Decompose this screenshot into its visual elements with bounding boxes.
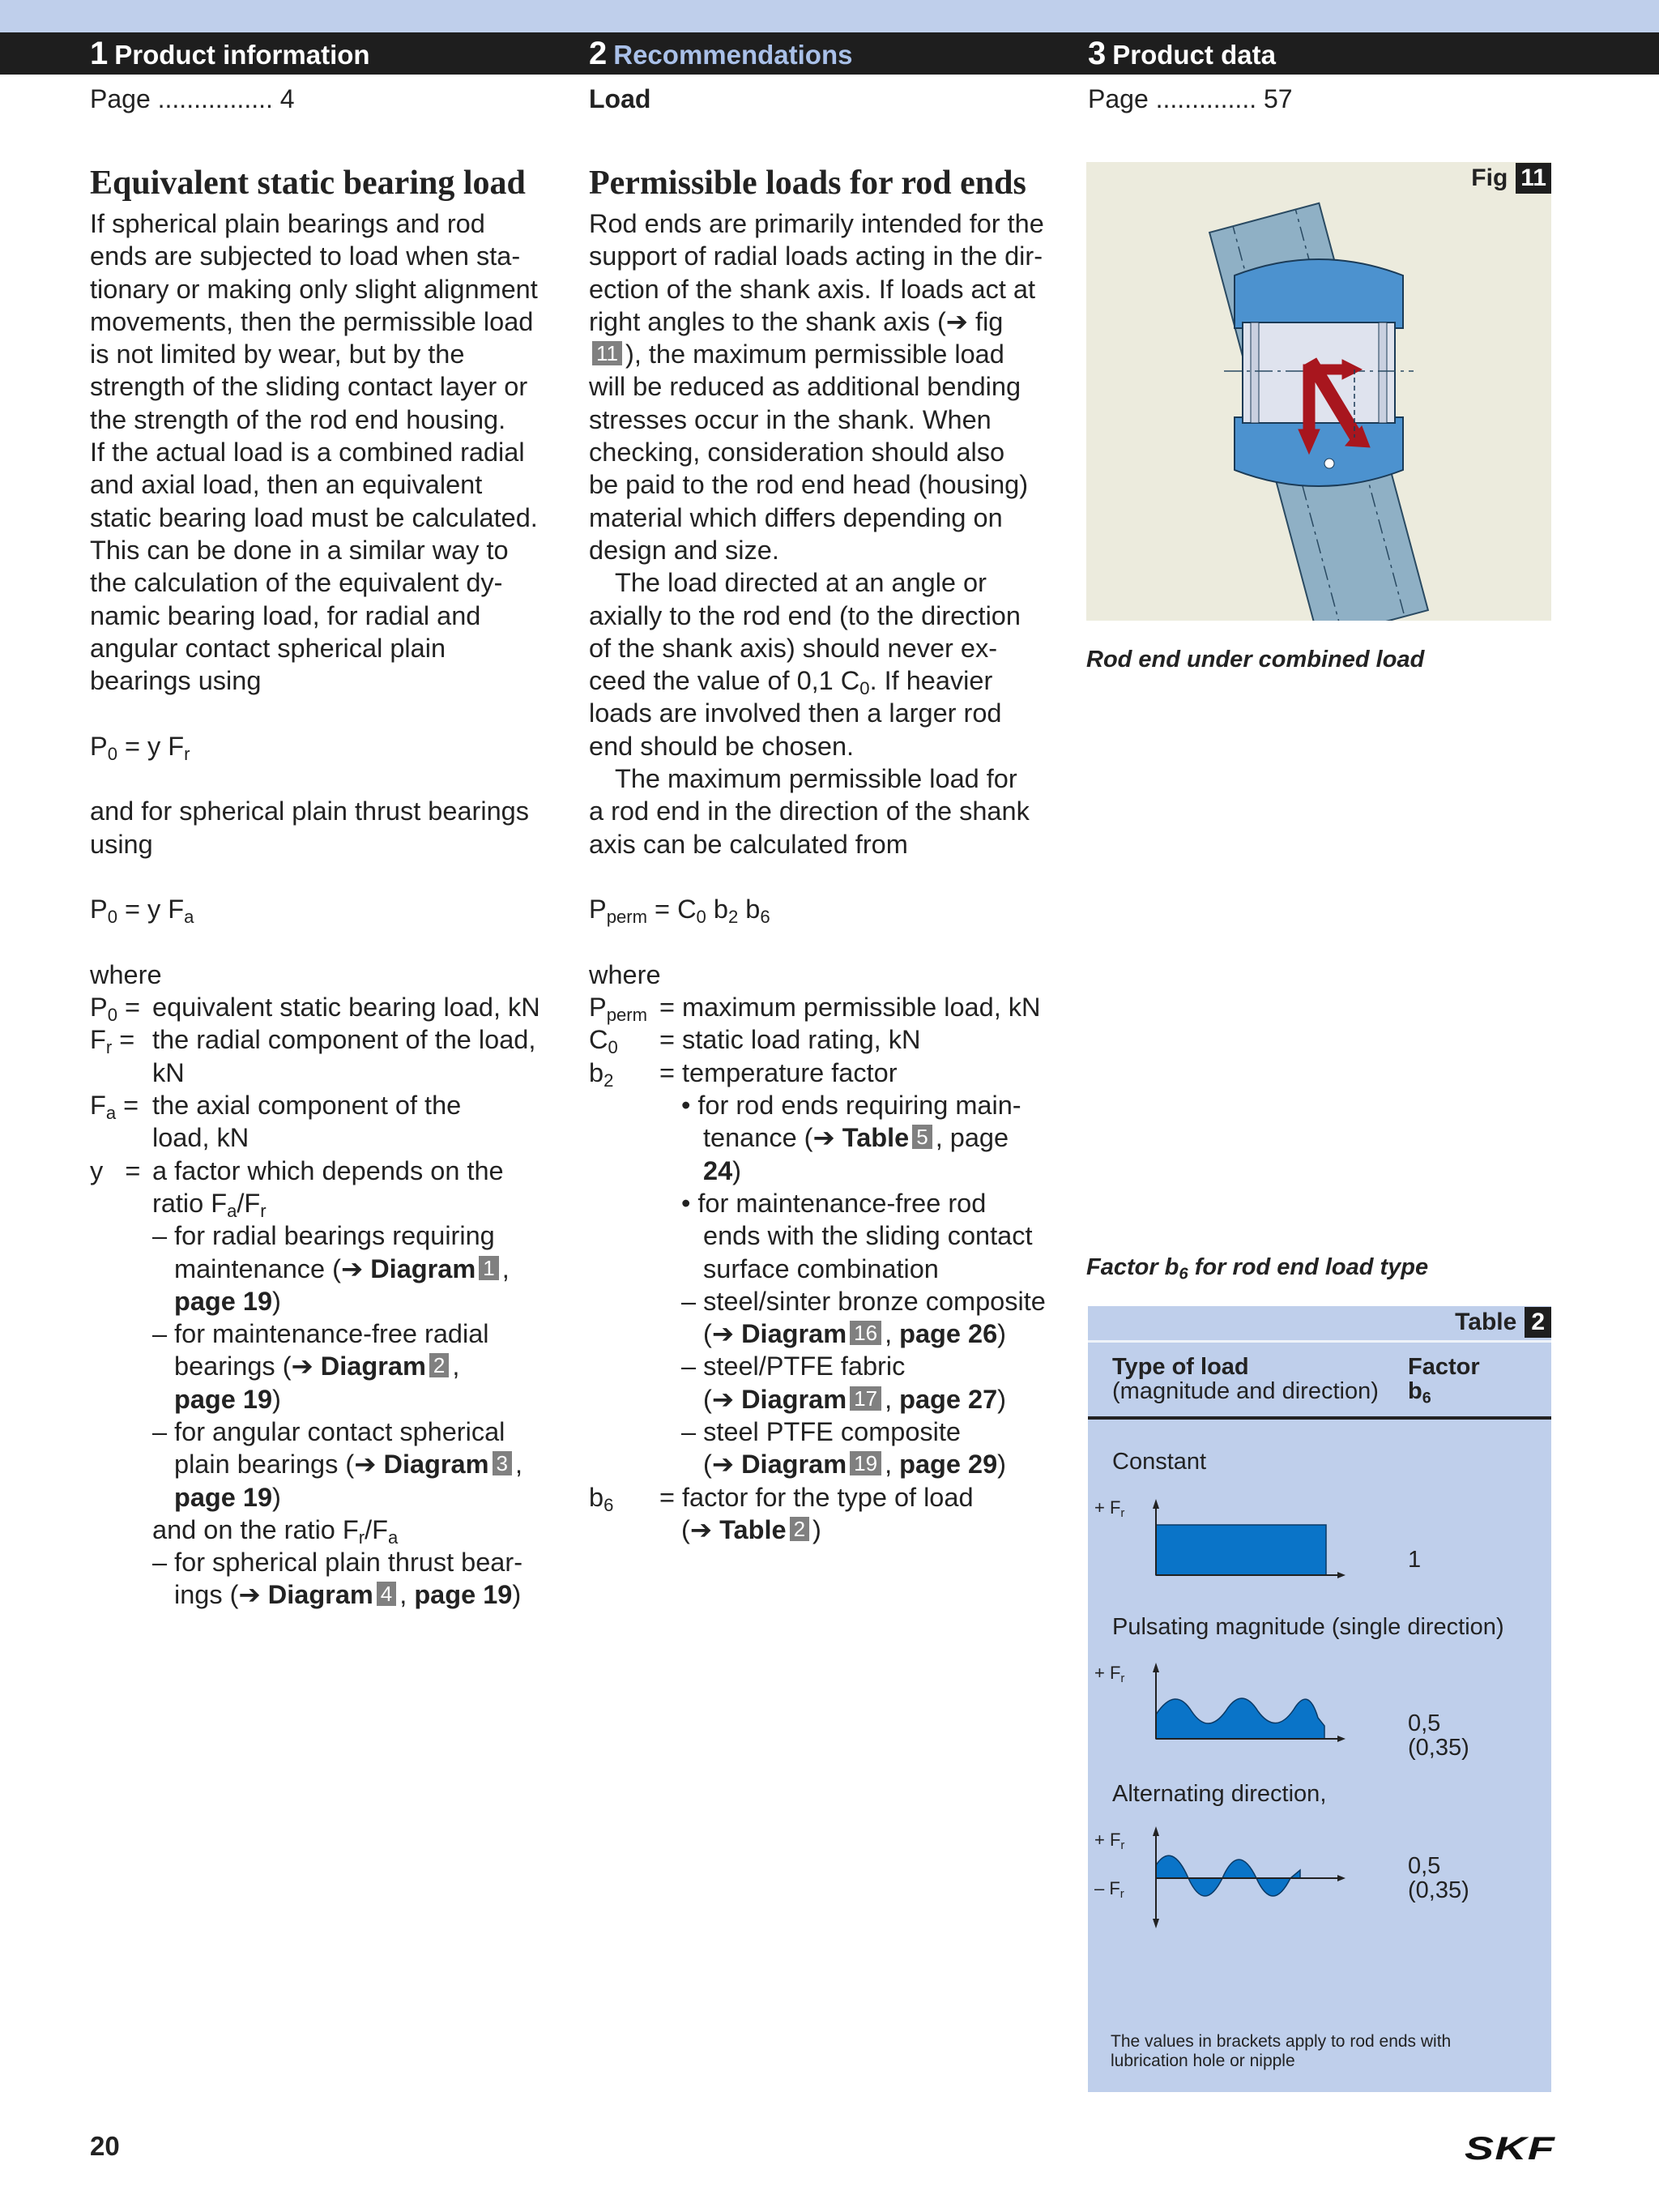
list-item: – for radial bearings requiring — [152, 1221, 495, 1251]
list-item: – for spherical plain thrust bear- — [152, 1548, 523, 1578]
para-line: and axial load, then an equivalent — [90, 470, 483, 500]
definition-text: = static load rating, kN — [659, 1025, 921, 1055]
row-label-constant: Constant — [1112, 1449, 1207, 1475]
table-label-text: Table — [1455, 1309, 1517, 1335]
figure-rod-end — [1086, 162, 1551, 621]
cross-reference-link[interactable]: 11 ), the maximum permissible load — [589, 338, 1075, 370]
section-heading: Equivalent static bearing load — [90, 164, 526, 202]
cross-reference-link[interactable]: (➔ Diagram 17 , page 27) — [703, 1384, 1006, 1414]
para-line: This can be done in a similar way to — [90, 535, 509, 565]
figure-label-text: Fig — [1471, 164, 1508, 191]
definition-text: the radial component of the load, — [152, 1025, 536, 1055]
cross-reference-link[interactable]: tenance (➔ Table 5 , page — [703, 1123, 1009, 1153]
subnav-current-topic — [589, 81, 650, 117]
list-item: surface combination — [703, 1253, 939, 1283]
para-line: angular contact spherical plain — [90, 633, 446, 663]
para-line: movements, then the permissible load — [90, 306, 534, 336]
list-item: • for rod ends requiring main- — [681, 1091, 1021, 1121]
nav-label: Product information — [114, 40, 370, 70]
definition-key: y = — [90, 1155, 141, 1185]
row-value-constant: 1 — [1408, 1547, 1422, 1573]
list-item: – steel/sinter bronze composite — [681, 1286, 1046, 1316]
para-line: checking, consideration should also — [589, 438, 1005, 468]
para-line: bearings using — [90, 666, 262, 696]
column-header-title: Factor — [1408, 1354, 1480, 1380]
definition-key: $P_0$ = — [90, 993, 140, 1026]
list-item: ends with the sliding contact — [703, 1221, 1033, 1251]
cross-reference-link[interactable]: bearings (➔ Diagram 2 , — [174, 1352, 460, 1381]
definition-key: $P_{perm}$ — [589, 993, 648, 1026]
para-line: The load directed at an angle or — [615, 568, 987, 598]
para-line: tionary or making only slight alignment — [90, 274, 538, 304]
para-line: support of radial loads acting in the dir- — [589, 241, 1043, 271]
footnote-line: lubrication hole or nipple — [1111, 2052, 1295, 2070]
list-item: – steel PTFE composite — [681, 1416, 961, 1446]
section-heading: Permissible loads for rod ends — [589, 164, 1026, 202]
figure-caption: Rod end under combined load — [1086, 647, 1425, 673]
cross-reference-link[interactable]: (➔ Table 2 ) — [681, 1514, 821, 1544]
figure-number-badge: 11 — [1516, 163, 1551, 194]
definition-text: the axial component of the — [152, 1091, 462, 1121]
para-line: static bearing load must be calculated. — [90, 502, 538, 532]
formula-p0-fr: $P_0 = y$ $F_r$ — [90, 731, 190, 764]
axis-label-positive: + $F_r$ — [1094, 1830, 1125, 1853]
column-header-subtitle: $b_6$ — [1408, 1378, 1431, 1407]
column-header-factor — [1408, 1354, 1480, 1407]
para-line: end should be chosen. — [589, 731, 855, 761]
nav-label: Product data — [1112, 40, 1276, 70]
para-line: namic bearing load, for radial and — [90, 600, 481, 630]
cross-reference-link[interactable]: plain bearings (➔ Diagram 3 , — [174, 1450, 523, 1480]
para-line: ection of the shank axis. If loads act at — [589, 274, 1036, 304]
table-label — [1455, 1306, 1551, 1339]
para-line: material which differs depending on — [589, 502, 1003, 532]
alternating-load-area — [1156, 1855, 1300, 1896]
subnav-page-link-1[interactable]: Page ................ 4 — [90, 84, 295, 113]
para-line: axis can be calculated from — [589, 829, 908, 859]
cross-reference-link[interactable]: ings (➔ Diagram 4 , page 19) — [174, 1580, 522, 1610]
definition-fa — [90, 1089, 576, 1124]
outer-ring-bottom — [1235, 417, 1403, 486]
definition-key: $C_0$ — [589, 1025, 618, 1058]
table-header-separator — [1088, 1416, 1551, 1420]
definition-p0 — [90, 991, 576, 1026]
table-footnote — [1111, 2032, 1451, 2071]
definition-key: $F_a$ = — [90, 1091, 139, 1124]
pulsating-load-area — [1156, 1698, 1324, 1739]
table-caption: Factor $b_6$ for rod end load type — [1086, 1254, 1429, 1283]
definition-text: = maximum permissible load, kN — [659, 993, 1041, 1023]
table-top-rule — [1088, 1340, 1551, 1343]
row-value-pulsating: 0,5 — [1408, 1710, 1441, 1736]
definition-c0 — [589, 1023, 1075, 1056]
definition-b6 — [589, 1481, 1075, 1514]
footnote-line: The values in brackets apply to rod ends with — [1111, 2032, 1452, 2051]
definition-text: = factor for the type of load — [659, 1482, 974, 1512]
para-line: design and size. — [589, 535, 779, 565]
list-item: • for maintenance-free rod — [681, 1188, 987, 1218]
table-number-badge: 2 — [1525, 1307, 1551, 1338]
para-line: If spherical plain bearings and rod — [90, 209, 485, 238]
cross-reference-link[interactable]: 24) — [703, 1155, 741, 1185]
para-line: ceed the value of 0,1 $C_0$. If heavier — [589, 666, 993, 699]
definition-text: ratio $F_a/F_r$ — [152, 1188, 267, 1222]
definition-b2 — [589, 1057, 1075, 1089]
page-number: 20 — [90, 2131, 120, 2161]
para-line: stresses occur in the shank. When — [589, 404, 992, 434]
para-line: the calculation of the equivalent dy- — [90, 568, 503, 598]
list-item: – for angular contact spherical — [152, 1416, 505, 1446]
definition-key: $F_r$ = — [90, 1025, 135, 1058]
column-equivalent-static-load — [90, 159, 576, 1612]
constant-load-area — [1156, 1525, 1326, 1575]
cross-reference-link[interactable]: page 19) — [174, 1384, 281, 1414]
where-label: where — [90, 959, 162, 989]
table-load-factor — [1088, 1306, 1551, 2092]
definition-text: load, kN — [152, 1123, 249, 1153]
cross-reference-link[interactable]: (➔ Diagram 19 , page 29) — [703, 1450, 1006, 1480]
nav-recommendations[interactable] — [589, 32, 852, 75]
para-line: the strength of the rod end housing. — [90, 404, 506, 434]
row-label-pulsating: Pulsating magnitude (single direction) — [1112, 1614, 1504, 1640]
column-rod-end-loads — [589, 159, 1075, 1546]
para-line: is not limited by wear, but by the — [90, 339, 465, 369]
definition-pperm — [589, 991, 1075, 1026]
cross-reference-link[interactable]: page 19) — [174, 1286, 281, 1316]
where-label: where — [589, 959, 661, 989]
column-header-type — [1112, 1355, 1379, 1403]
subnav-page-link-3[interactable]: Page .............. 57 — [1088, 84, 1293, 113]
figure-label — [1471, 162, 1551, 194]
cross-reference-link[interactable]: (➔ Diagram 16 , page 26) — [703, 1319, 1006, 1349]
para-line: be paid to the rod end head (housing) — [589, 470, 1029, 500]
definition-fr — [90, 1023, 576, 1056]
row-value-pulsating-bracket: (0,35) — [1408, 1735, 1469, 1761]
top-color-strip — [0, 0, 1659, 32]
cross-reference-link[interactable]: page 19) — [174, 1482, 281, 1512]
column-header-subtitle: (magnitude and direction) — [1112, 1378, 1379, 1404]
nav-label: Recommendations — [613, 40, 853, 70]
pulsating-load-diagram — [1104, 1661, 1347, 1750]
row-value-alternating-bracket: (0,35) — [1408, 1877, 1469, 1903]
para-line: a rod end in the direction of the shank — [589, 796, 1030, 826]
skf-logo: SKF — [1465, 2131, 1556, 2167]
nav-number: 3 — [1088, 36, 1107, 71]
definition-text: equivalent static bearing load, kN — [152, 993, 540, 1023]
rod-end-drawing — [1086, 162, 1551, 621]
outer-ring-top — [1235, 259, 1403, 328]
para-line: and for spherical plain thrust bearings — [90, 796, 529, 826]
definition-key: $b_2$ — [589, 1057, 614, 1091]
para-line: loads are involved then a larger rod — [589, 698, 1002, 728]
alternating-load-diagram — [1104, 1825, 1347, 1930]
definition-text: kN — [152, 1057, 185, 1087]
definition-text: a factor which depends on the — [152, 1155, 504, 1185]
section-navbar — [0, 32, 1659, 75]
list-item: – steel/PTFE fabric — [681, 1352, 906, 1381]
para-line: Rod ends are primarily intended for the — [589, 209, 1044, 238]
formula-p0-fa: $P_0 = y$ $F_a$ — [90, 895, 194, 928]
nav-product-information[interactable] — [90, 32, 370, 75]
nav-product-data[interactable] — [1088, 32, 1276, 75]
definition-text: and on the ratio $F_r/F_a$ — [152, 1514, 399, 1548]
para-line: of the shank axis) should never ex- — [589, 633, 998, 663]
list-item: – for maintenance-free radial — [152, 1319, 489, 1349]
para-line: If the actual load is a combined radial — [90, 438, 525, 468]
cross-reference-link[interactable]: maintenance (➔ Diagram 1 , — [174, 1253, 510, 1283]
row-label-alternating: Alternating direction, — [1112, 1781, 1327, 1807]
cross-reference-link[interactable]: right angles to the shank axis (➔ fig — [589, 306, 1004, 336]
axis-label-positive: + $F_r$ — [1094, 1663, 1125, 1686]
column-header-title: Type of load — [1112, 1354, 1249, 1380]
constant-load-diagram — [1104, 1497, 1347, 1586]
para-line: The maximum permissible load for — [615, 764, 1017, 794]
definition-y — [90, 1155, 576, 1187]
definition-key: $b_6$ — [589, 1482, 614, 1515]
axis-label-positive: + $F_r$ — [1094, 1497, 1125, 1521]
para-line: using — [90, 829, 153, 859]
subnav-topic-label: Load — [589, 84, 651, 113]
axis-label-negative: – $F_r$ — [1094, 1878, 1124, 1902]
nav-number: 2 — [589, 36, 608, 71]
para-line: will be reduced as additional bending — [589, 372, 1021, 402]
row-value-alternating: 0,5 — [1408, 1853, 1441, 1879]
para-line: axially to the rod end (to the direction — [589, 600, 1021, 630]
formula-pperm: $P_{perm} = C_0$ $b_2$ $b_6$ — [589, 895, 770, 928]
para-line: strength of the sliding contact layer or — [90, 372, 528, 402]
nav-number: 1 — [90, 36, 109, 71]
para-line: ends are subjected to load when sta- — [90, 241, 521, 271]
definition-text: = temperature factor — [659, 1057, 898, 1087]
